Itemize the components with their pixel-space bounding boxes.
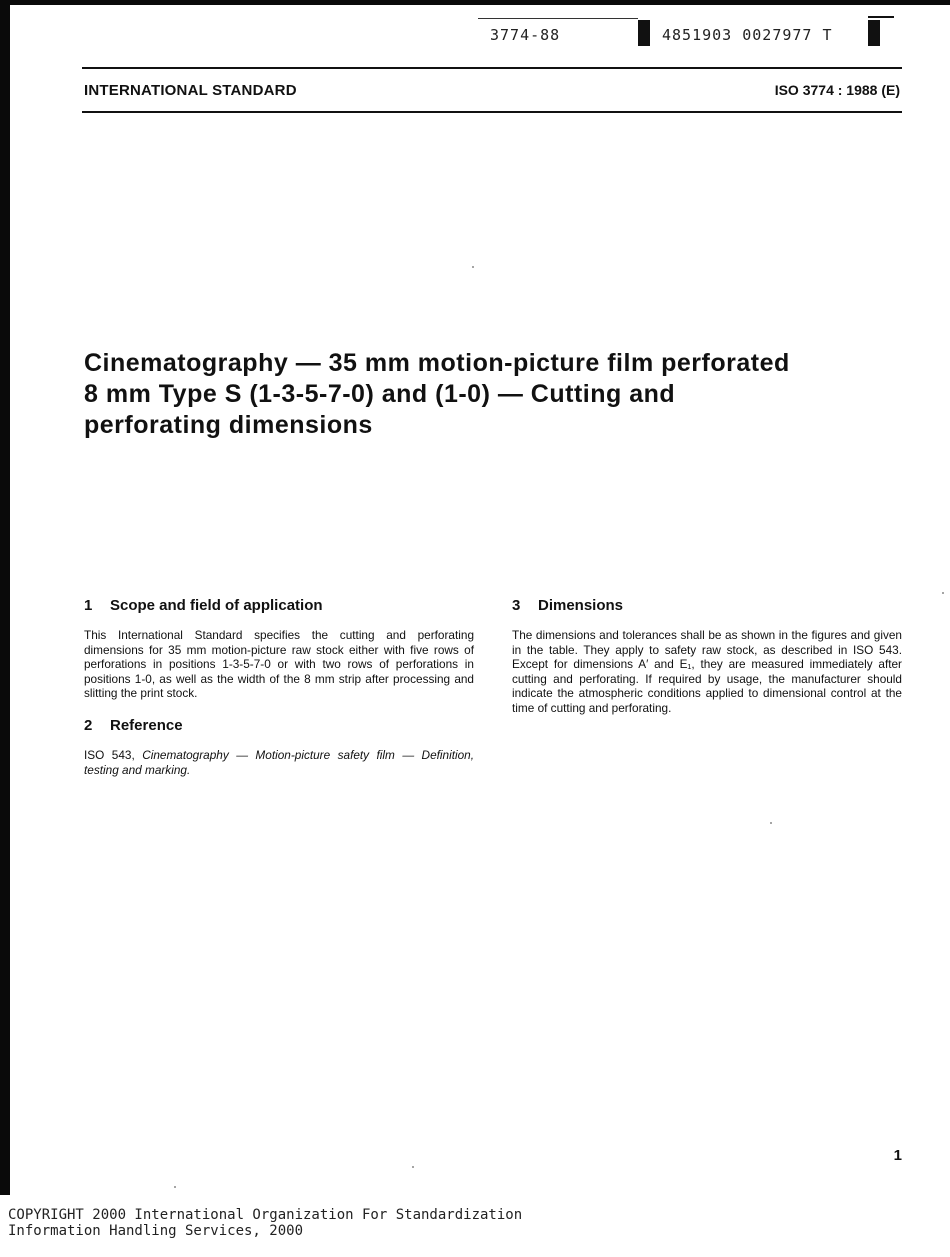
scan-speck <box>174 1186 176 1188</box>
header-rule-top <box>82 67 902 69</box>
section-dimensions <box>512 597 902 716</box>
section-title: Reference <box>110 716 183 734</box>
document-code: 3774-88 <box>490 26 561 44</box>
scan-speck <box>770 822 772 824</box>
document-title <box>84 348 904 441</box>
section-body: This International Standard specifies the cutting and perforating dimensions for 35 mm motion-picture raw stock either with five rows of perforations in positions 1-3-5-7-0 or with two rows of perforations in positions 1-0, as well as the width of the 8 mm strip after processing and slitting the print stock. <box>84 628 474 701</box>
scan-speck <box>412 1166 414 1168</box>
barcode-mark <box>638 20 650 46</box>
catalog-code: 4851903 0027977 T <box>662 26 833 44</box>
section-heading <box>84 717 474 734</box>
page-number: 1 <box>893 1147 902 1164</box>
section-reference <box>84 717 474 777</box>
scan-top-edge <box>0 0 950 5</box>
title-line: perforating dimensions <box>84 411 373 439</box>
section-title: Scope and field of application <box>110 597 323 614</box>
right-column <box>512 597 902 732</box>
barcode-mark-end <box>868 20 880 46</box>
standard-number: ISO 3774 : 1988 (E) <box>774 82 900 98</box>
provider-line: Information Handling Services, 2000 <box>8 1223 304 1239</box>
section-heading <box>84 597 474 614</box>
copyright-line: COPYRIGHT 2000 International Organization For Standardization <box>8 1207 523 1223</box>
scan-speck <box>942 592 944 594</box>
reference-entry <box>84 748 474 777</box>
title-line: Cinematography — 35 mm motion-picture film perforated <box>84 349 790 377</box>
section-title: Dimensions <box>538 597 624 614</box>
section-scope <box>84 597 474 701</box>
scan-speck <box>472 266 474 268</box>
reference-title: Cinematography — Motion-picture safety film — Definition, testing and marking. <box>84 747 475 777</box>
section-number: 3 <box>512 597 521 614</box>
reference-id: ISO 543, <box>84 747 135 762</box>
section-number: 1 <box>84 597 93 614</box>
standard-label: INTERNATIONAL STANDARD <box>84 82 297 99</box>
title-line: 8 mm Type S (1-3-5-7-0) and (1-0) — Cutting and <box>84 380 676 408</box>
barcode-mark-cap <box>868 16 894 18</box>
section-body: The dimensions and tolerances shall be as shown in the figures and given in the table. They apply to safety raw stock, as described in ISO 543. Except for dimensions A′ and E₁, they are measured immediately after cutting and perforating. If required by usage, the manufacturer should indicate the atmospheric conditions applied to dimensional control at the time of cutting and perforating. <box>512 628 902 715</box>
scan-left-edge <box>0 0 10 1195</box>
header-rule-bottom <box>82 111 902 113</box>
header-code-rule <box>478 18 638 19</box>
left-column <box>84 597 474 793</box>
section-heading <box>512 597 902 614</box>
section-number: 2 <box>84 716 93 734</box>
